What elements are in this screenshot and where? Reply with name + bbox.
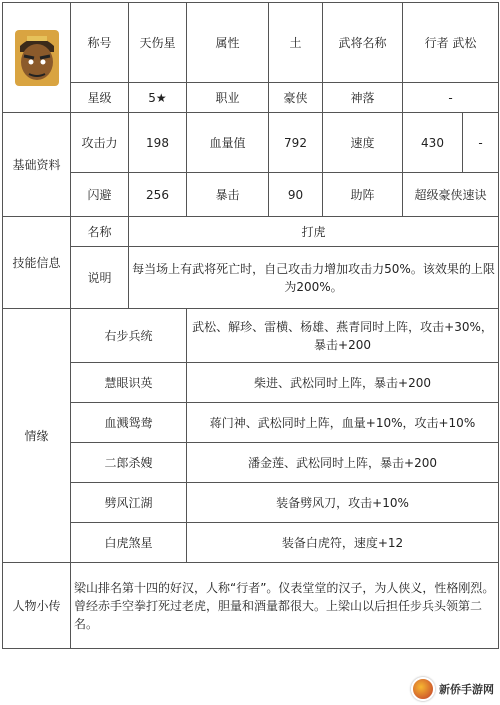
- value-extra: -: [463, 113, 499, 173]
- label-skill-name: 名称: [71, 217, 129, 247]
- bond-effect: 蒋门神、武松同时上阵，血量+10%，攻击+10%: [187, 403, 499, 443]
- label-speed: 速度: [323, 113, 403, 173]
- value-general-name: 行者 武松: [403, 3, 499, 83]
- label-star: 星级: [71, 83, 129, 113]
- value-fall: -: [403, 83, 499, 113]
- label-crit: 暴击: [187, 173, 269, 217]
- section-bonds: 情缘: [3, 309, 71, 563]
- label-attack: 攻击力: [71, 113, 129, 173]
- value-attribute: 土: [269, 3, 323, 83]
- bond-name: 慧眼识英: [71, 363, 187, 403]
- bond-name: 白虎煞星: [71, 523, 187, 563]
- bond-effect: 武松、解珍、雷横、杨雄、燕青同时上阵，攻击+30%，暴击+200: [187, 309, 499, 363]
- bond-effect: 装备白虎符，速度+12: [187, 523, 499, 563]
- character-avatar-image: [12, 28, 62, 88]
- value-skill-desc: 每当场上有武将死亡时，自己攻击力增加攻击力50%。该效果的上限为200%。: [129, 247, 499, 309]
- label-general-name: 武将名称: [323, 3, 403, 83]
- section-skill: 技能信息: [3, 217, 71, 309]
- value-skill-name: 打虎: [129, 217, 499, 247]
- value-speed: 430: [403, 113, 463, 173]
- bond-name: 血溅鸳鸯: [71, 403, 187, 443]
- watermark-text: 新侨手游网: [439, 683, 494, 696]
- bond-effect: 装备劈风刀，攻击+10%: [187, 483, 499, 523]
- label-dodge: 闪避: [71, 173, 129, 217]
- label-title: 称号: [71, 3, 129, 83]
- label-assist: 助阵: [323, 173, 403, 217]
- bio-text: 梁山排名第十四的好汉，人称“行者”。仪表堂堂的汉子，为人侠义，性格刚烈。曾经赤手空拳打死过老虎，胆量和酒量都很大。上梁山以后担任步兵头领第二名。: [71, 563, 499, 649]
- section-bio: 人物小传: [3, 563, 71, 649]
- value-assist: 超级豪侠速诀: [403, 173, 499, 217]
- label-job: 职业: [187, 83, 269, 113]
- label-attribute: 属性: [187, 3, 269, 83]
- bond-name: 二郎杀嫂: [71, 443, 187, 483]
- bond-effect: 潘金莲、武松同时上阵，暴击+200: [187, 443, 499, 483]
- bond-name: 右步兵统: [71, 309, 187, 363]
- value-star: 5★: [129, 83, 187, 113]
- bond-name: 劈风江湖: [71, 483, 187, 523]
- value-job: 豪侠: [269, 83, 323, 113]
- value-dodge: 256: [129, 173, 187, 217]
- value-crit: 90: [269, 173, 323, 217]
- value-hp: 792: [269, 113, 323, 173]
- label-hp: 血量值: [187, 113, 269, 173]
- value-title: 天伤星: [129, 3, 187, 83]
- bond-effect: 柴进、武松同时上阵，暴击+200: [187, 363, 499, 403]
- watermark-logo-icon: [411, 677, 435, 701]
- avatar-cell: [3, 3, 71, 113]
- section-basic: 基础资料: [3, 113, 71, 217]
- character-info-table: [2, 2, 499, 649]
- label-fall: 神落: [323, 83, 403, 113]
- watermark: [411, 677, 494, 701]
- value-attack: 198: [129, 113, 187, 173]
- label-skill-desc: 说明: [71, 247, 129, 309]
